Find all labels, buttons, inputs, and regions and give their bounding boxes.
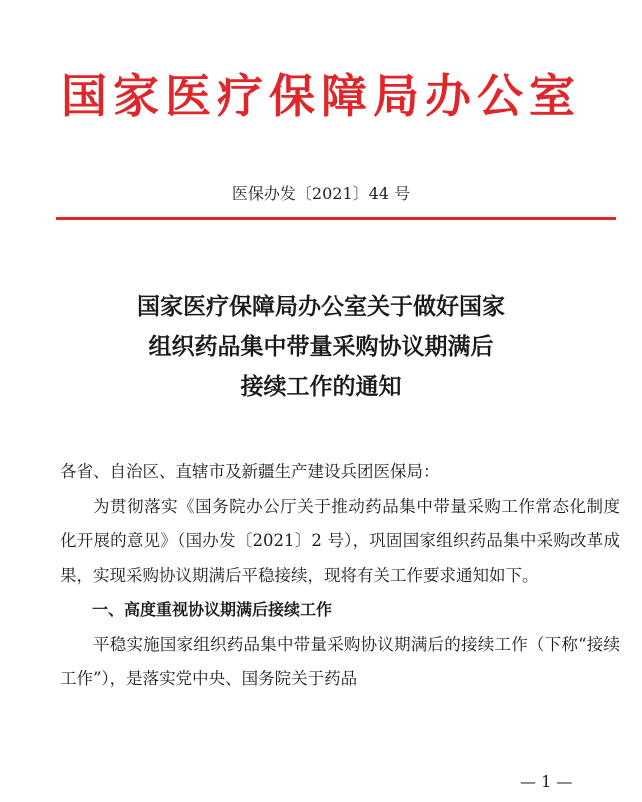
letterhead-title: 国家医疗保障局办公室 [61,69,581,123]
salutation: 各省、自治区、直辖市及新疆生产建设兵团医保局： [60,462,440,481]
intro-paragraph: 为贯彻落实《国务院办公厅关于推动药品集中带量采购工作常态化制度化开展的意见》（国办发〔2021〕2 号），巩固国家组织药品集中采购改革成果，实现采购协议期满后平稳接续，现将有关工作要求通知如下。 [60,496,620,585]
title-line-1: 国家医疗保障局办公室关于做好国家 [137,294,505,320]
title-line-2: 组织药品集中带量采购协议期满后 [148,334,494,360]
title-line-3: 接续工作的通知 [240,374,402,400]
section-1-paragraph: 平稳实施国家组织药品集中带量采购协议期满后的接续工作（下称“接续工作”），是落实党中央、国务院关于药品 [60,634,620,688]
document-number: 医保办发〔2021〕44 号 [231,184,411,203]
section-heading-1: 一、高度重视协议期满后接续工作 [92,600,333,619]
red-divider-line [56,217,616,220]
page-number: — 1 — [520,772,573,791]
notice-title [0,287,642,407]
document-body [60,455,620,697]
